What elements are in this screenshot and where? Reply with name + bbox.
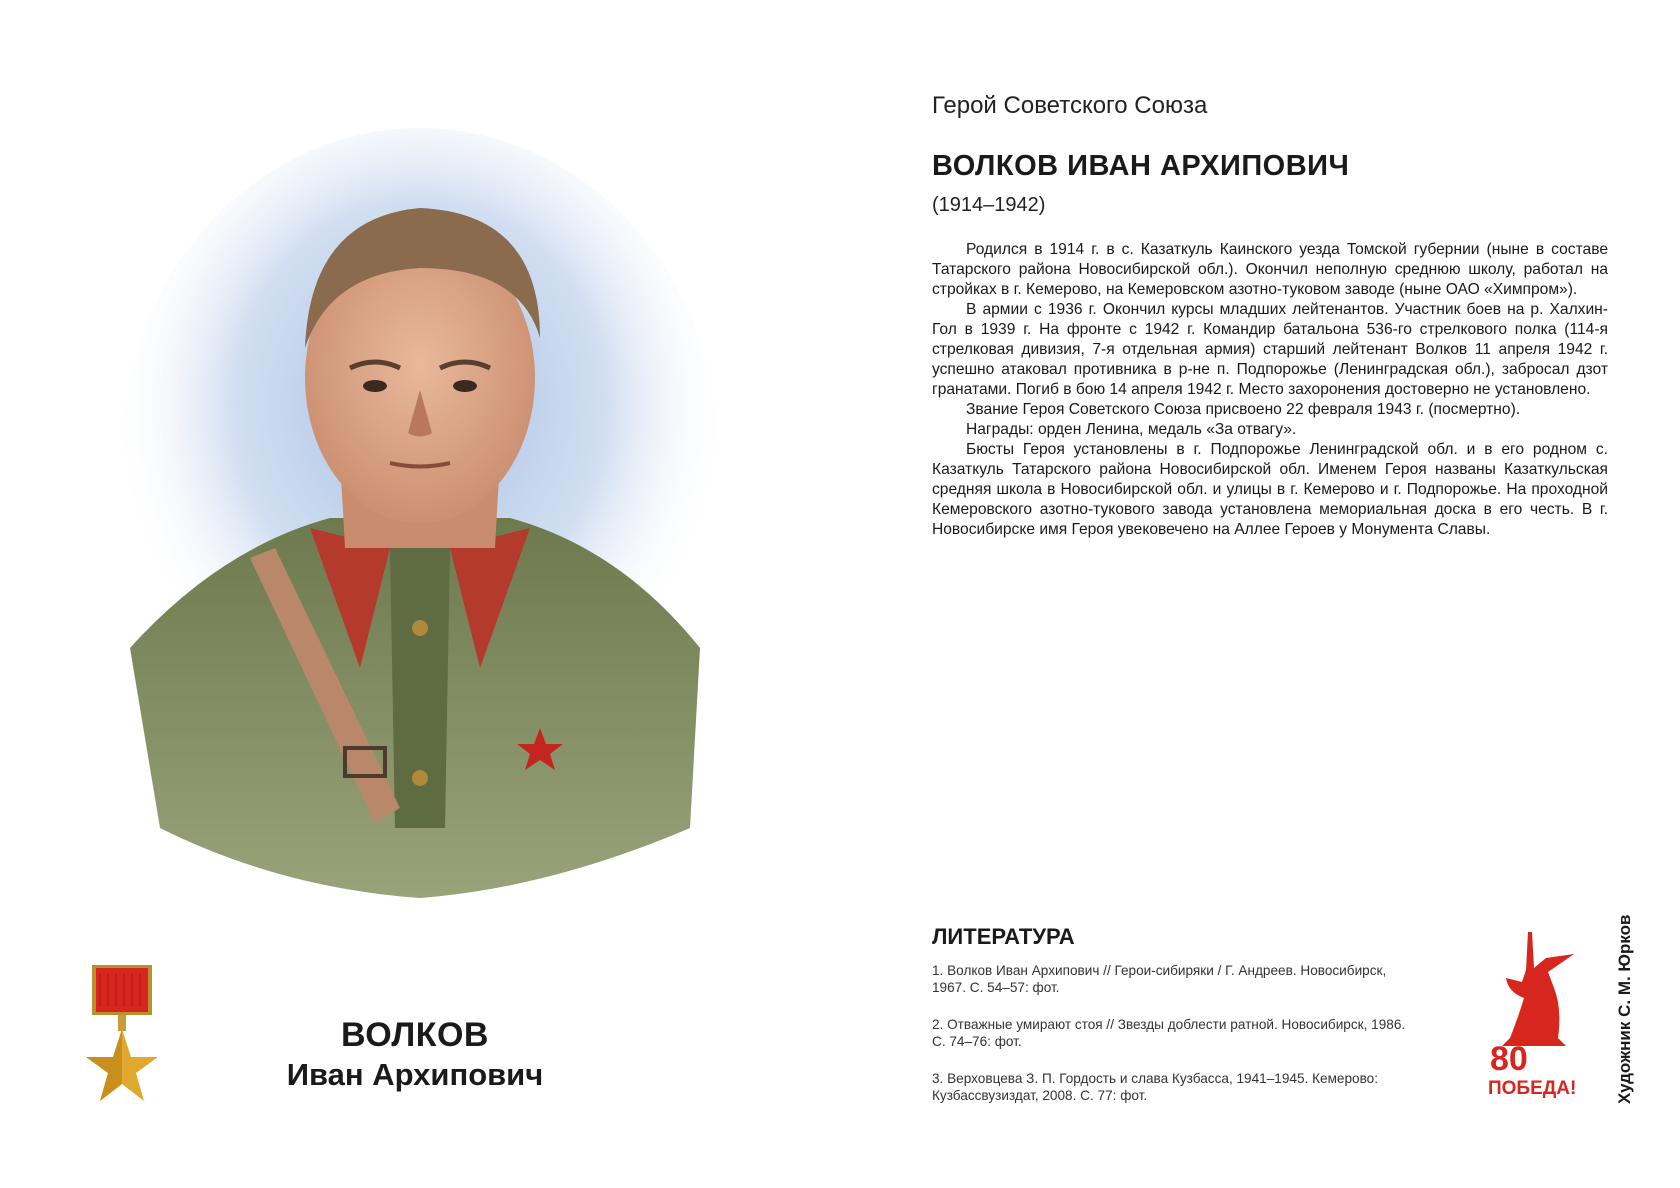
hero-portrait [100, 128, 740, 908]
literature-item: 2. Отважные умирают стоя // Звезды доблести ратной. Новосибирск, 1986. С. 74–76: фот. [932, 1017, 1406, 1049]
logo-text: ПОБЕДА! [1488, 1078, 1577, 1098]
bio-paragraph: Родился в 1914 г. в с. Казаткуль Каинского уезда Томской губернии (ныне в составе Татарского района Новосибирской обл.). Окончил неполную среднюю школу, работал на стройках в г. Кемерово, на Кемеровском азотно-туковом заводе (ныне ОАО «Химпром»). [932, 241, 1608, 298]
literature-heading: ЛИТЕРАТУРА [932, 924, 1075, 949]
hero-surname: ВОЛКОВ [341, 1016, 489, 1054]
bio-paragraph: Награды: орден Ленина, медаль «За отвагу». [966, 421, 1297, 438]
literature-item: 3. Верховцева З. П. Гордость и слава Кузбасса, 1941–1945. Кемерово: Кузбассвузиздат, 2008. С. 77: фот. [932, 1071, 1379, 1103]
hero-years: (1914–1942) [932, 194, 1046, 216]
biography [932, 240, 1608, 540]
literature-list [932, 962, 1412, 1124]
bio-paragraph: Звание Героя Советского Союза присвоено 22 февраля 1943 г. (посмертно). [966, 401, 1521, 418]
logo-number: 80 [1490, 1040, 1528, 1078]
hero-name-caption [250, 1015, 580, 1095]
artist-credit: Художник С. М. Юрков [1615, 914, 1634, 1104]
gold-star-medal-icon [86, 965, 158, 1105]
bio-paragraph: В армии с 1936 г. Окончил курсы младших лейтенантов. Участник боев на р. Халхин-Гол в 1939 г. На фронте с 1942 г. Командир батальона 536-го стрелкового полка (114-я стрелковая дивизия, 7-я отдельная армия) старший лейтенант Волков 11 апреля 1942 г. успешно атаковал противника в р-не п. Подпорожье (Ленинградская обл.), забросал дзот гранатами. Погиб в бою 14 апреля 1942 г. Место захоронения достоверно не установлено. [932, 301, 1608, 398]
bio-paragraph: Бюсты Героя установлены в г. Подпорожье Ленинградской обл. и в его родном с. Казаткуль Татарского района Новосибирской обл. Именем Героя названы Казаткульская средняя школа в Новосибирской обл. и улицы в г. Кемерово и г. Подпорожье. На проходной Кемеровского азотно-тукового завода установлена мемориальная доска в его честь. В г. Новосибирске имя Героя увековечено на Аллее Героев у Монумента Славы. [932, 441, 1608, 538]
hero-full-name: ВОЛКОВ ИВАН АРХИПОВИЧ [932, 150, 1350, 182]
hero-given-names: Иван Архипович [286, 1057, 544, 1092]
victory-80-logo [1488, 928, 1584, 1098]
right-page [840, 0, 1680, 1188]
hero-title: Герой Советского Союза [932, 92, 1208, 119]
motherland-monument-icon [1502, 932, 1574, 1046]
literature-item: 1. Волков Иван Архипович // Герои-сибиряки / Г. Андреев. Новосибирск, 1967. С. 54–57: фот. [932, 963, 1387, 995]
